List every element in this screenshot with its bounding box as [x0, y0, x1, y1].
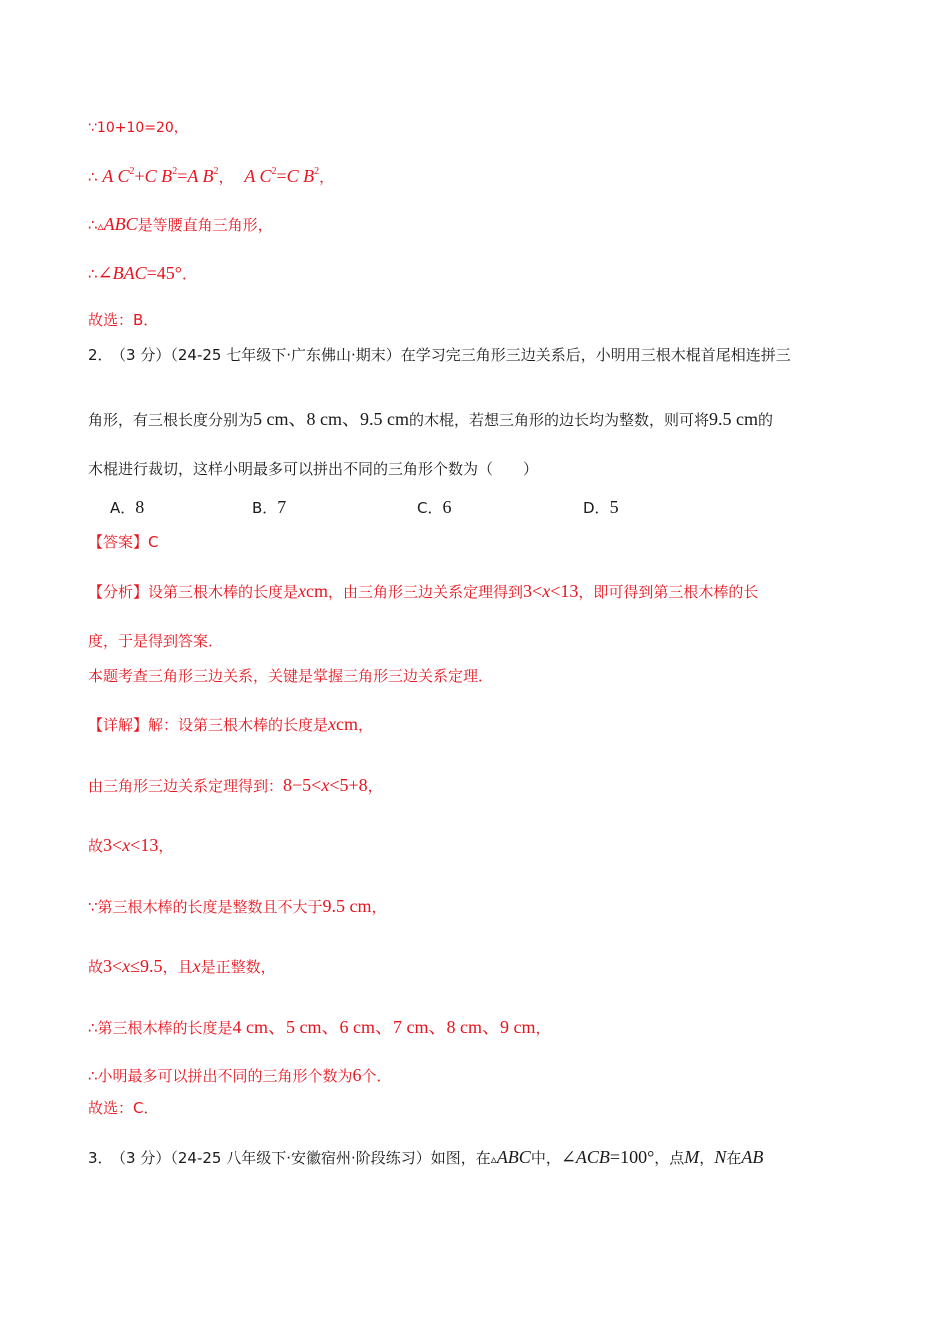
q1-line-pythagoras: ∴ A $C^2+C$ $B^2=A$ $B^2$， A $C^2=C$ $B^2$， [88, 166, 335, 186]
q1-line-sum: ∵10+10=20， [88, 120, 188, 136]
q2-option-a: A．8 [110, 497, 145, 517]
q1-answer: 故选：B． [88, 311, 159, 329]
q2-stem-line2: 角形，有三根长度分别为5 cm、8 cm、9.5 cm的木棍，若想三角形的边长均为整数，则可将9.5 cm的 [88, 409, 774, 429]
q2-option-c: C．6 [417, 497, 452, 517]
q1-line-isosceles: ∴▵ABC是等腰直角三角形， [88, 214, 273, 234]
q2-analysis-line3: 本题考查三角形三边关系，关键是掌握三角形三边关系定理． [88, 667, 494, 685]
q2-stem-line1: 2． （3 分）（24-25 七年级下·广东佛山·期末）在学习完三角形三边关系后，小明用三根木棍首尾相连拼三 [88, 346, 791, 364]
q3-stem-line1: 3． （3 分）（24-25 八年级下·安徽宿州·阶段练习）如图，在▵ABC中，∠ACB=100°，点M，N在AB [88, 1147, 764, 1167]
q2-detail-line2: 由三角形三边关系定理得到：8−5<x<5+8， [88, 775, 383, 795]
q2-option-b: B．7 [252, 497, 287, 517]
q2-option-d: D．5 [583, 497, 619, 517]
q2-detail-line4: ∵第三根木棒的长度是整数且不大于9.5 cm， [88, 896, 387, 916]
q2-stem-line3: 木棍进行裁切，这样小明最多可以拼出不同的三角形个数为（ ） [88, 460, 539, 478]
q2-analysis-line2: 度，于是得到答案． [88, 632, 224, 650]
q2-detail-line7: ∴小明最多可以拼出不同的三角形个数为6个． [88, 1065, 392, 1085]
q2-detail-line5: 故3<x≤9.5，且x是正整数， [88, 956, 276, 976]
q1-line-angle: ∴∠BAC=45°． [88, 263, 198, 283]
q2-analysis-line1: 【分析】设第三根木棒的长度是xcm，由三角形三边关系定理得到3<x<13，即可得到第三根木棒的长 [88, 581, 759, 601]
q2-detail-line1: 【详解】解：设第三根木棒的长度是xcm， [88, 714, 374, 734]
q2-final-answer: 故选：C． [88, 1099, 159, 1117]
q2-answer: 【答案】C [88, 533, 159, 551]
q2-detail-line3: 故3<x<13， [88, 835, 174, 855]
q2-detail-line6: ∴第三根木棒的长度是4 cm、5 cm、6 cm、7 cm、8 cm、9 cm， [88, 1017, 551, 1037]
